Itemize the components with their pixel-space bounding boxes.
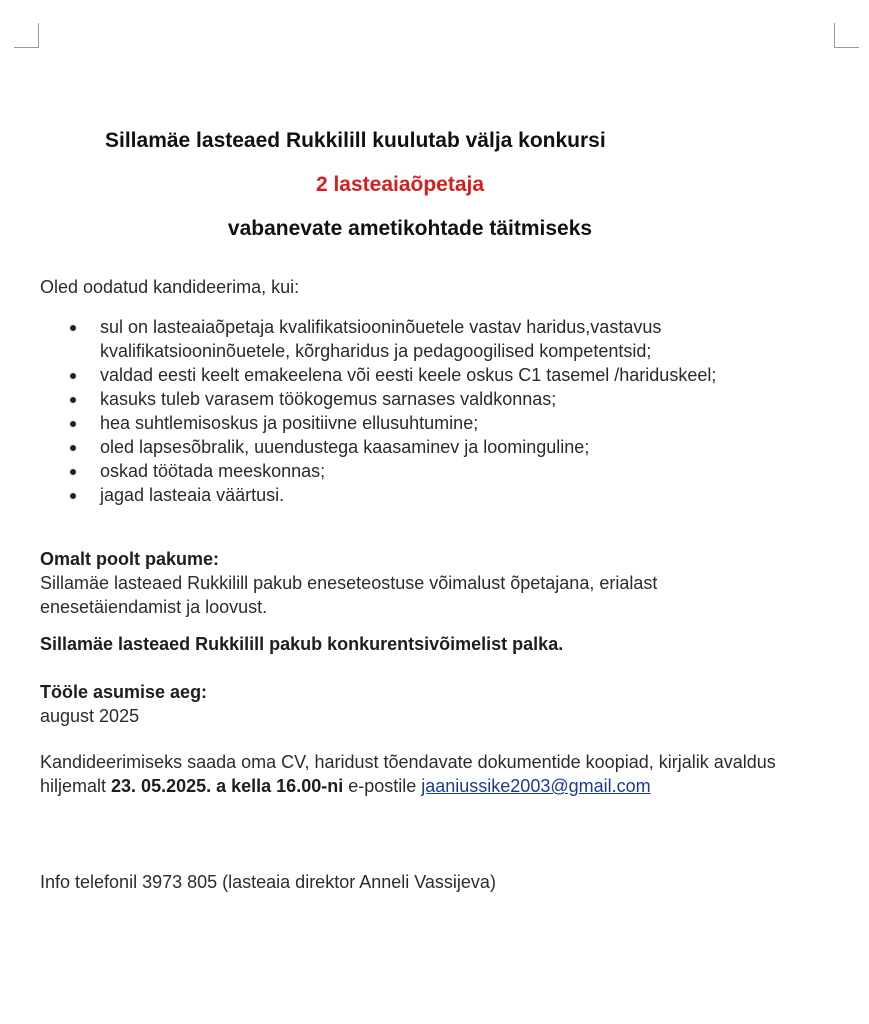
application-deadline: 23. 05.2025. a kella 16.00-ni: [111, 776, 344, 796]
announcement-subtitle: vabanevate ametikohtade täitmiseks: [227, 217, 593, 240]
requirement-item: sul on lasteaiaõpetaja kvalifikatsiooninõuetele vastav haridus,vastavus kvalifikatsiooninõuetele, kõrgharidus ja pedagoogilised kompetentsid;: [100, 315, 820, 363]
offer-text: Sillamäe lasteaed Rukkilill pakub eneseteostuse võimalust õpetajana, erialast enesetäiendamist ja loovust.: [40, 573, 658, 617]
offer-heading: Omalt poolt pakume:: [40, 549, 220, 569]
position-title: 2 lasteaiaõpetaja: [315, 173, 485, 196]
requirement-item: oled lapsesõbralik, uuendustega kaasaminev ja loominguline;: [100, 435, 820, 459]
application-text-email-label: e-postile: [343, 776, 422, 796]
announcement-title: Sillamäe lasteaed Rukkilill kuulutab välja konkursi: [105, 129, 606, 152]
start-date-value: august 2025: [40, 706, 140, 726]
requirement-item: kasuks tuleb varasem töökogemus sarnases valdkonnas;: [100, 387, 820, 411]
salary-statement: Sillamäe lasteaed Rukkilill pakub konkurentsivõimelist palka.: [40, 634, 564, 654]
crop-mark-top-left: [14, 23, 39, 48]
requirement-item: jagad lasteaia väärtusi.: [100, 483, 820, 507]
requirement-item: oskad töötada meeskonnas;: [100, 459, 820, 483]
email-link[interactable]: jaaniussike2003@gmail.com: [421, 776, 651, 796]
intro-text: Oled oodatud kandideerima, kui:: [40, 277, 300, 297]
requirement-item: valdad eesti keelt emakeelena või eesti keele oskus C1 tasemel /hariduskeel;: [100, 363, 820, 387]
contact-info: Info telefonil 3973 805 (lasteaia direktor Anneli Vassijeva): [40, 872, 496, 892]
application-text: Kandideerimiseks saada oma CV, haridust tõendavate dokumentide koopiad, kirjalik avaldus hiljemalt: [40, 752, 776, 796]
application-instructions: [40, 750, 830, 798]
requirements-list: [100, 315, 820, 507]
requirement-item: hea suhtlemisoskus ja positiivne ellusuhtumine;: [100, 411, 820, 435]
crop-mark-top-right: [834, 23, 859, 48]
start-date-heading: Tööle asumise aeg:: [40, 682, 208, 702]
